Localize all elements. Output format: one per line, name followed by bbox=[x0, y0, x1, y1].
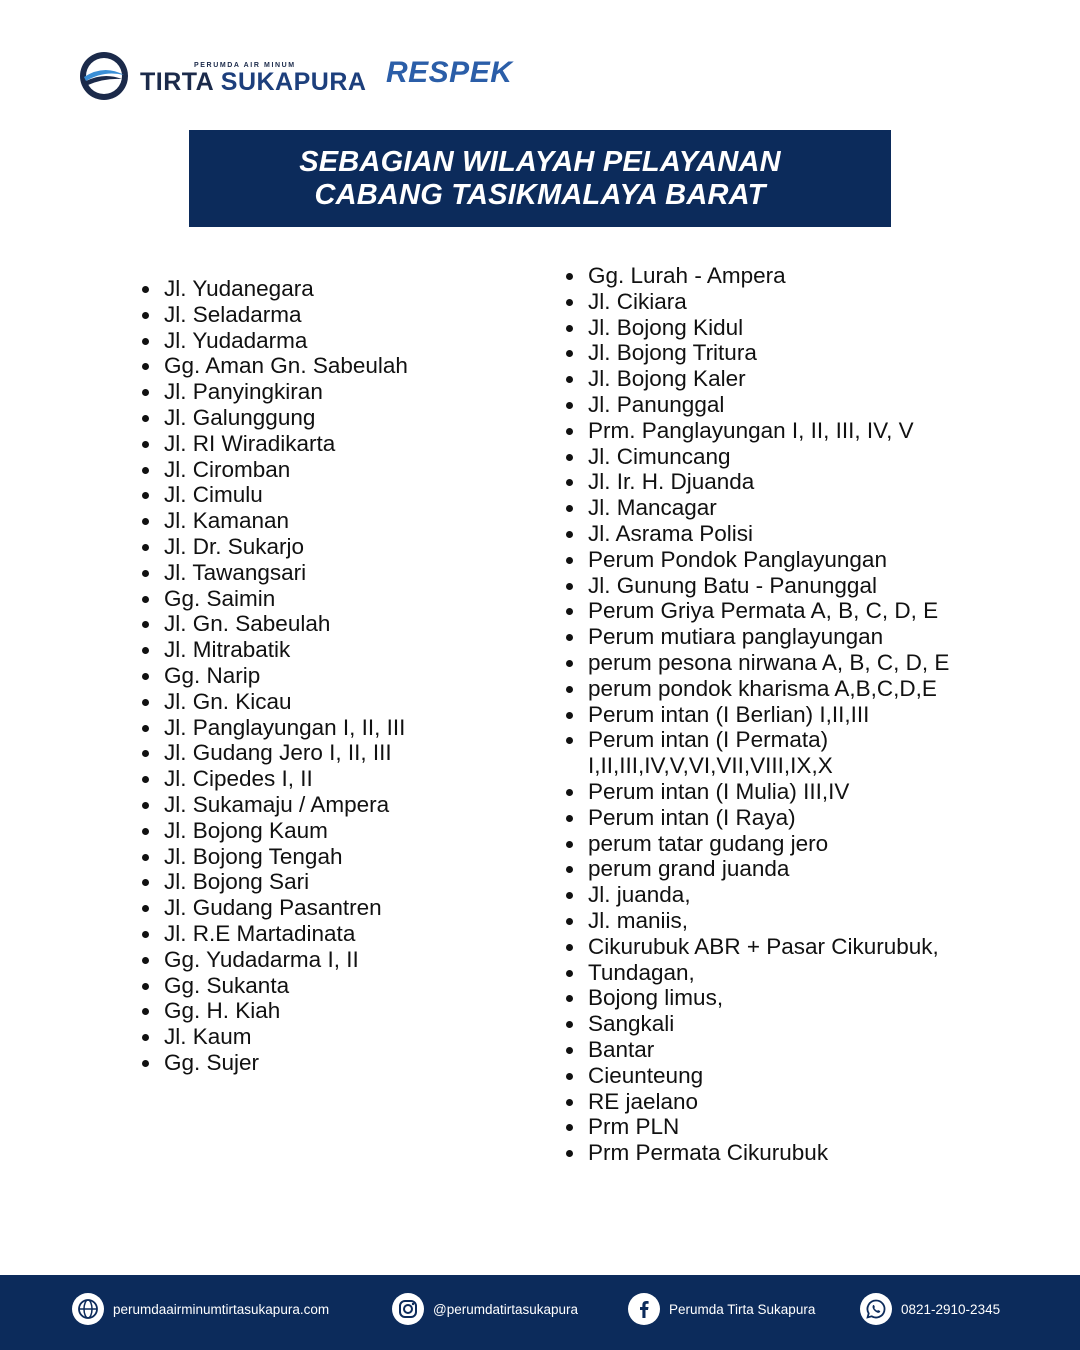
list-item: Sangkali bbox=[564, 1011, 949, 1037]
title-banner bbox=[189, 130, 891, 227]
list-item: Gg. Aman Gn. Sabeulah bbox=[140, 353, 408, 379]
footer-bar bbox=[0, 1275, 1080, 1350]
list-item: Jl. Yudanegara bbox=[140, 276, 408, 302]
brand-name bbox=[140, 68, 366, 97]
list-item: perum grand juanda bbox=[564, 856, 949, 882]
list-item: Perum intan (I Raya) bbox=[564, 805, 949, 831]
facebook-icon bbox=[628, 1293, 660, 1325]
globe-icon bbox=[72, 1293, 104, 1325]
title-line-2: CABANG TASIKMALAYA BARAT bbox=[314, 178, 766, 211]
list-item: Gg. H. Kiah bbox=[140, 998, 408, 1024]
list-item: Jl. Kamanan bbox=[140, 508, 408, 534]
list-item: Jl. Gudang Jero I, II, III bbox=[140, 740, 408, 766]
list-item: Jl. Bojong Kaler bbox=[564, 366, 949, 392]
list-item: Gg. Sukanta bbox=[140, 973, 408, 999]
list-item: Prm. Panglayungan I, II, III, IV, V bbox=[564, 418, 949, 444]
list-item: Gg. Sujer bbox=[140, 1050, 408, 1076]
list-item: Jl. Galunggung bbox=[140, 405, 408, 431]
tirta-sukapura-logo-icon bbox=[78, 50, 130, 102]
list-item: Jl. Kaum bbox=[140, 1024, 408, 1050]
list-item: Jl. juanda, bbox=[564, 882, 949, 908]
brand-subtitle: PERUMDA AIR MINUM bbox=[194, 62, 296, 69]
list-item: Cieunteung bbox=[564, 1063, 949, 1089]
title-line-1: SEBAGIAN WILAYAH PELAYANAN bbox=[299, 145, 781, 178]
list-item: Jl. maniis, bbox=[564, 908, 949, 934]
list-item: Perum intan (I Berlian) I,II,III bbox=[564, 702, 949, 728]
service-area-list-right bbox=[564, 263, 949, 1166]
list-item: Jl. Bojong Tengah bbox=[140, 844, 408, 870]
brand-wordmark bbox=[138, 50, 368, 102]
list-item: Jl. Panyingkiran bbox=[140, 379, 408, 405]
respek-logo: RESPEK bbox=[386, 56, 513, 89]
list-item: Jl. Asrama Polisi bbox=[564, 521, 949, 547]
list-item: Jl. Bojong Kidul bbox=[564, 315, 949, 341]
list-item: RE jaelano bbox=[564, 1089, 949, 1115]
service-area-list-left bbox=[140, 276, 408, 1076]
list-item: Perum mutiara panglayungan bbox=[564, 624, 949, 650]
list-item: Jl. Gn. Sabeulah bbox=[140, 611, 408, 637]
list-item: Jl. Bojong Tritura bbox=[564, 340, 949, 366]
list-item: Jl. Sukamaju / Ampera bbox=[140, 792, 408, 818]
list-item: Jl. Mitrabatik bbox=[140, 637, 408, 663]
list-item: perum pondok kharisma A,B,C,D,E bbox=[564, 676, 949, 702]
list-item: Jl. Panunggal bbox=[564, 392, 949, 418]
list-item: Jl. Gudang Pasantren bbox=[140, 895, 408, 921]
list-item: Prm Permata Cikurubuk bbox=[564, 1140, 949, 1166]
list-item: Prm PLN bbox=[564, 1114, 949, 1140]
list-item: Perum intan (I Permata) I,II,III,IV,V,VI,VII,VIII,IX,X bbox=[564, 727, 884, 779]
list-item: Jl. Dr. Sukarjo bbox=[140, 534, 408, 560]
list-item: Jl. Gn. Kicau bbox=[140, 689, 408, 715]
list-item: Perum Pondok Panglayungan bbox=[564, 547, 949, 573]
brand-name-part2: SUKAPURA bbox=[220, 68, 367, 96]
header bbox=[78, 48, 512, 104]
footer-instagram-label: @perumdatirtasukapura bbox=[433, 1301, 579, 1317]
footer-whatsapp[interactable] bbox=[860, 1293, 1000, 1325]
list-item: Cikurubuk ABR + Pasar Cikurubuk, bbox=[564, 934, 949, 960]
list-item: Jl. Yudadarma bbox=[140, 328, 408, 354]
footer-whatsapp-label: 0821-2910-2345 bbox=[901, 1301, 1001, 1317]
list-item: Jl. Gunung Batu - Panunggal bbox=[564, 573, 949, 599]
list-item: Bojong limus, bbox=[564, 985, 949, 1011]
brand-name-part1: TIRTA bbox=[140, 68, 221, 96]
list-item: Perum Griya Permata A, B, C, D, E bbox=[564, 598, 949, 624]
list-item: Gg. Lurah - Ampera bbox=[564, 263, 949, 289]
list-item: Jl. Bojong Kaum bbox=[140, 818, 408, 844]
list-item: Jl. Cimulu bbox=[140, 482, 408, 508]
list-item: Jl. Cipedes I, II bbox=[140, 766, 408, 792]
list-item: Bantar bbox=[564, 1037, 949, 1063]
list-item: Jl. Cikiara bbox=[564, 289, 949, 315]
list-item: Gg. Narip bbox=[140, 663, 408, 689]
list-item: Jl. Cimuncang bbox=[564, 444, 949, 470]
list-item: perum tatar gudang jero bbox=[564, 831, 949, 857]
footer-instagram[interactable] bbox=[392, 1293, 578, 1325]
list-item: perum pesona nirwana A, B, C, D, E bbox=[564, 650, 949, 676]
footer-website-label: perumdaairminumtirtasukapura.com bbox=[113, 1301, 330, 1317]
list-item: Jl. R.E Martadinata bbox=[140, 921, 408, 947]
list-item: Perum intan (I Mulia) III,IV bbox=[564, 779, 949, 805]
list-item: Jl. Ir. H. Djuanda bbox=[564, 469, 949, 495]
list-item: Jl. Panglayungan I, II, III bbox=[140, 715, 408, 741]
list-item: Gg. Saimin bbox=[140, 586, 408, 612]
list-item: Gg. Yudadarma I, II bbox=[140, 947, 408, 973]
footer-facebook-label: Perumda Tirta Sukapura bbox=[669, 1301, 816, 1317]
instagram-icon bbox=[392, 1293, 424, 1325]
footer-website[interactable] bbox=[72, 1293, 329, 1325]
whatsapp-icon bbox=[860, 1293, 892, 1325]
list-item: Jl. Tawangsari bbox=[140, 560, 408, 586]
list-item: Jl. Bojong Sari bbox=[140, 869, 408, 895]
list-item: Jl. RI Wiradikarta bbox=[140, 431, 408, 457]
list-item: Jl. Ciromban bbox=[140, 457, 408, 483]
list-item: Jl. Seladarma bbox=[140, 302, 408, 328]
list-item: Tundagan, bbox=[564, 960, 949, 986]
list-item: Jl. Mancagar bbox=[564, 495, 949, 521]
footer-facebook[interactable] bbox=[628, 1293, 815, 1325]
